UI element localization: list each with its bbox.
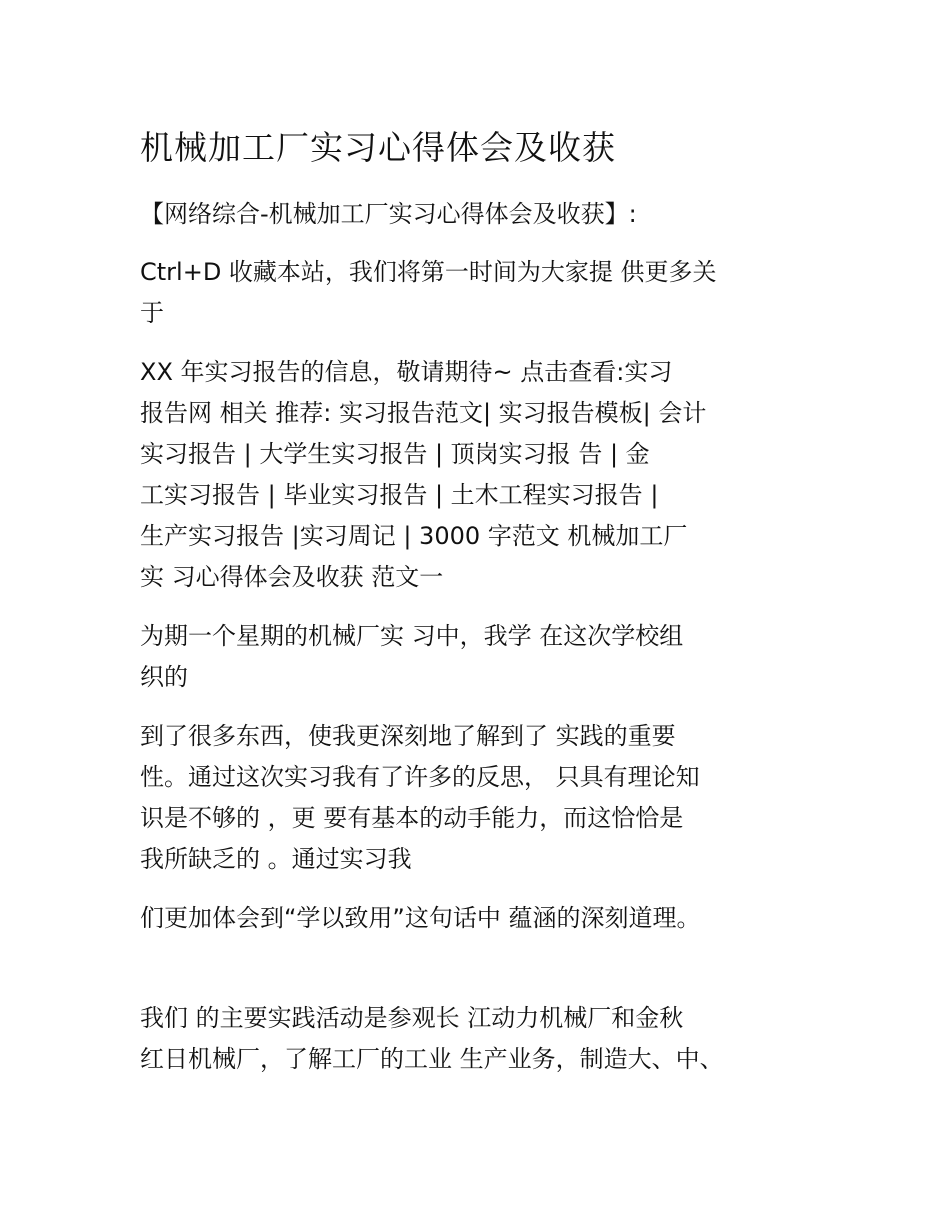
paragraph-line: 织的 bbox=[140, 663, 188, 691]
paragraph-line: 我所缺乏的 。通过实习我 bbox=[140, 845, 412, 873]
paragraph-line: 【网络综合-机械加工厂实习心得体会及收获】: bbox=[140, 200, 637, 228]
paragraph-line: 生产实习报告 |实习周记 | 3000 字范文 机械加工厂 bbox=[140, 522, 688, 550]
paragraph-line: 性。通过这次实习我有了许多的反思， 只具有理论知 bbox=[140, 763, 700, 791]
paragraph-line: 报告网 相关 推荐: 实习报告范文| 实习报告模板| 会计 bbox=[140, 399, 707, 427]
paragraph-line: 到了很多东西，使我更深刻地了解到了 实践的重要 bbox=[140, 722, 676, 750]
paragraph-line: 为期一个星期的机械厂实 习中，我学 在这次学校组 bbox=[140, 622, 684, 650]
paragraph-line: 红日机械厂，了解工厂的工业 生产业务，制造大、中、 bbox=[140, 1045, 724, 1073]
paragraph-line: 识是不够的 ，更 要有基本的动手能力，而这恰恰是 bbox=[140, 804, 684, 832]
paragraph-line: XX 年实习报告的信息，敬请期待~ 点击查看:实习 bbox=[140, 358, 673, 386]
paragraph-line: 们更加体会到“学以致用”这句话中 蕴涵的深刻道理。 bbox=[140, 904, 701, 932]
document-title: 机械加工厂实习心得体会及收获 bbox=[140, 128, 616, 167]
paragraph-line: 实 习心得体会及收获 范文一 bbox=[140, 563, 444, 591]
paragraph-line: 于 bbox=[140, 299, 164, 327]
paragraph-line: 实习报告 | 大学生实习报告 | 顶岗实习报 告 | 金 bbox=[140, 440, 650, 468]
paragraph-line: 工实习报告 | 毕业实习报告 | 土木工程实习报告 | bbox=[140, 481, 659, 509]
paragraph-line: Ctrl+D 收藏本站，我们将第一时间为大家提 供更多关 bbox=[140, 258, 717, 286]
paragraph-line: 我们 的主要实践活动是参观长 江动力机械厂和金秋 bbox=[140, 1004, 684, 1032]
